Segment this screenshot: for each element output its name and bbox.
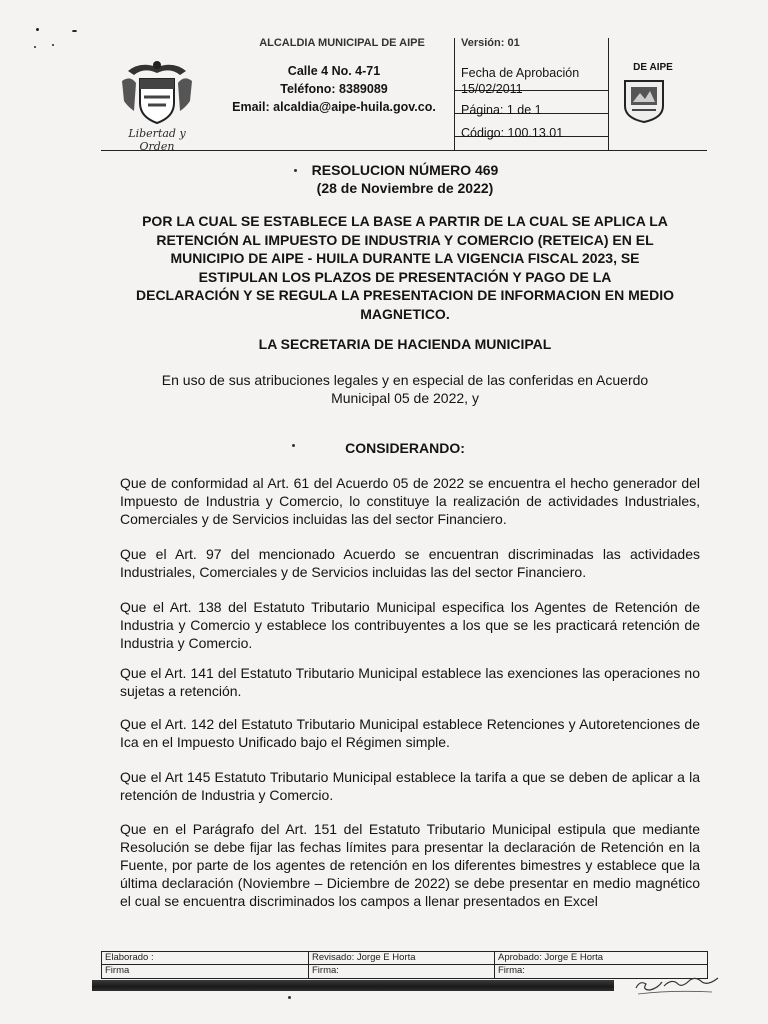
scan-shadow-bar [92, 980, 614, 991]
scan-speck [36, 28, 39, 31]
title-line: ESTIPULAN LOS PLAZOS DE PRESENTACIÓN Y PAGO DE LA [198, 268, 612, 285]
approval-date: 15/02/2011 [461, 82, 523, 96]
footer-firma-2: Firma: [312, 965, 339, 976]
resolution-title [110, 212, 700, 323]
considering-paragraph-7: Que en el Parágrafo del Art. 151 del Estatuto Tributario Municipal estipula que mediante Resolución se debe fijar las fechas límites para presentar la declaración de Retención en la Fuente, por parte de los agentes de retención en los diferentes bimestres y establece que la última declaración (Noviembre – Diciembre de 2022) se debe presentar en medio magnético el cual se encuentra discriminados los campos a llenar presentados en Excel [120, 821, 700, 909]
footer-elaborado: Elaborado : [105, 952, 154, 963]
considering-paragraph-1: Que de conformidad al Art. 61 del Acuerdo 05 de 2022 se encuentra el hecho generador del Impuesto de Industria y Comercio, lo constituye la realización de actividades Industriales, Comerciales y de Servicios incluidas las del sector Financiero. [120, 475, 700, 527]
title-line: MUNICIPIO DE AIPE - HUILA DURANTE LA VIGENCIA FISCAL 2023, SE [170, 250, 640, 266]
footer-firma-1: Firma [105, 965, 130, 976]
footer-aprobado: Aprobado: Jorge E Horta [498, 952, 604, 963]
footer-firma-3: Firma: [498, 965, 525, 976]
scan-speck [72, 30, 77, 32]
header-phone: Teléfono: 8389089 [280, 82, 388, 96]
header-email: Email: alcaldia@aipe-huila.gov.co. [232, 100, 436, 114]
approval-footer-table [101, 951, 708, 979]
intro-line: Municipal 05 de 2022, y [331, 390, 479, 406]
considering-paragraph-4: Que el Art. 141 del Estatuto Tributario Municipal establece las exenciones las operaciones no sujetas a retención. [120, 665, 700, 699]
page-number: Página: 1 de 1 [461, 103, 542, 117]
scan-speck [34, 46, 36, 48]
resolution-date: (28 de Noviembre de 2022) [316, 180, 494, 196]
scan-speck [288, 996, 291, 999]
header-version: Versión: 01 [461, 37, 520, 49]
considering-paragraph-5: Que el Art. 142 del Estatuto Tributario Municipal establece Retenciones y Autoretenciones de Ica en el Impuesto Unificado bajo el Régimen simple. [120, 716, 700, 750]
aipe-shield-logo-icon [622, 78, 666, 124]
considering-heading: CONSIDERANDO: [345, 440, 465, 456]
title-line: POR LA CUAL SE ESTABLECE LA BASE A PARTIR DE LA CUAL SE APLICA LA [142, 213, 668, 229]
scan-speck [52, 44, 54, 46]
header-address: Calle 4 No. 4-71 [287, 64, 381, 78]
considering-paragraph-2: Que el Art. 97 del mencionado Acuerdo se encuentran discriminadas las actividades Industriales, Comerciales y de Servicios incluidas las del sector Financiero. [120, 546, 700, 580]
considering-paragraph-3: Que el Art. 138 del Estatuto Tributario Municipal especifica los Agentes de Retención de Industria y Comercio y establece los contribuyentes a los que se les practicará retención de Industria y Comercio. [120, 599, 700, 651]
footer-revisado: Revisado: Jorge E Horta [312, 952, 416, 963]
municipality-logo-label: DE AIPE [633, 62, 673, 73]
title-line: RETENCIÓN AL IMPUESTO DE INDUSTRIA Y COMERCIO (RETEICA) EN EL [156, 231, 654, 248]
handwritten-signature-icon [632, 970, 724, 998]
intro-line: En uso de sus atribuciones legales y en especial de las conferidas en Acuerdo [161, 372, 649, 388]
title-line: MAGNETICO. [360, 305, 450, 322]
title-line: DECLARACIÓN Y SE REGULA LA PRESENTACION DE INFORMACION EN MEDIO [136, 287, 674, 303]
colombia-coat-of-arms-icon [120, 57, 194, 127]
approval-label: Fecha de Aprobación [461, 66, 580, 80]
header-cut-title: ALCALDIA MUNICIPAL DE AIPE [259, 37, 425, 49]
coat-of-arms-motto: Libertad y Orden [128, 127, 186, 153]
document-code: Código: 100.13.01 [461, 126, 564, 140]
resolution-number: RESOLUCION NÚMERO 469 [311, 162, 499, 178]
intro-text [110, 371, 700, 407]
considering-paragraph-6: Que el Art 145 Estatuto Tributario Municipal establece la tarifa a que se deben de aplicar a la retención de Industria y Comercio. [120, 769, 700, 803]
issuer-heading: LA SECRETARIA DE HACIENDA MUNICIPAL [258, 336, 552, 352]
